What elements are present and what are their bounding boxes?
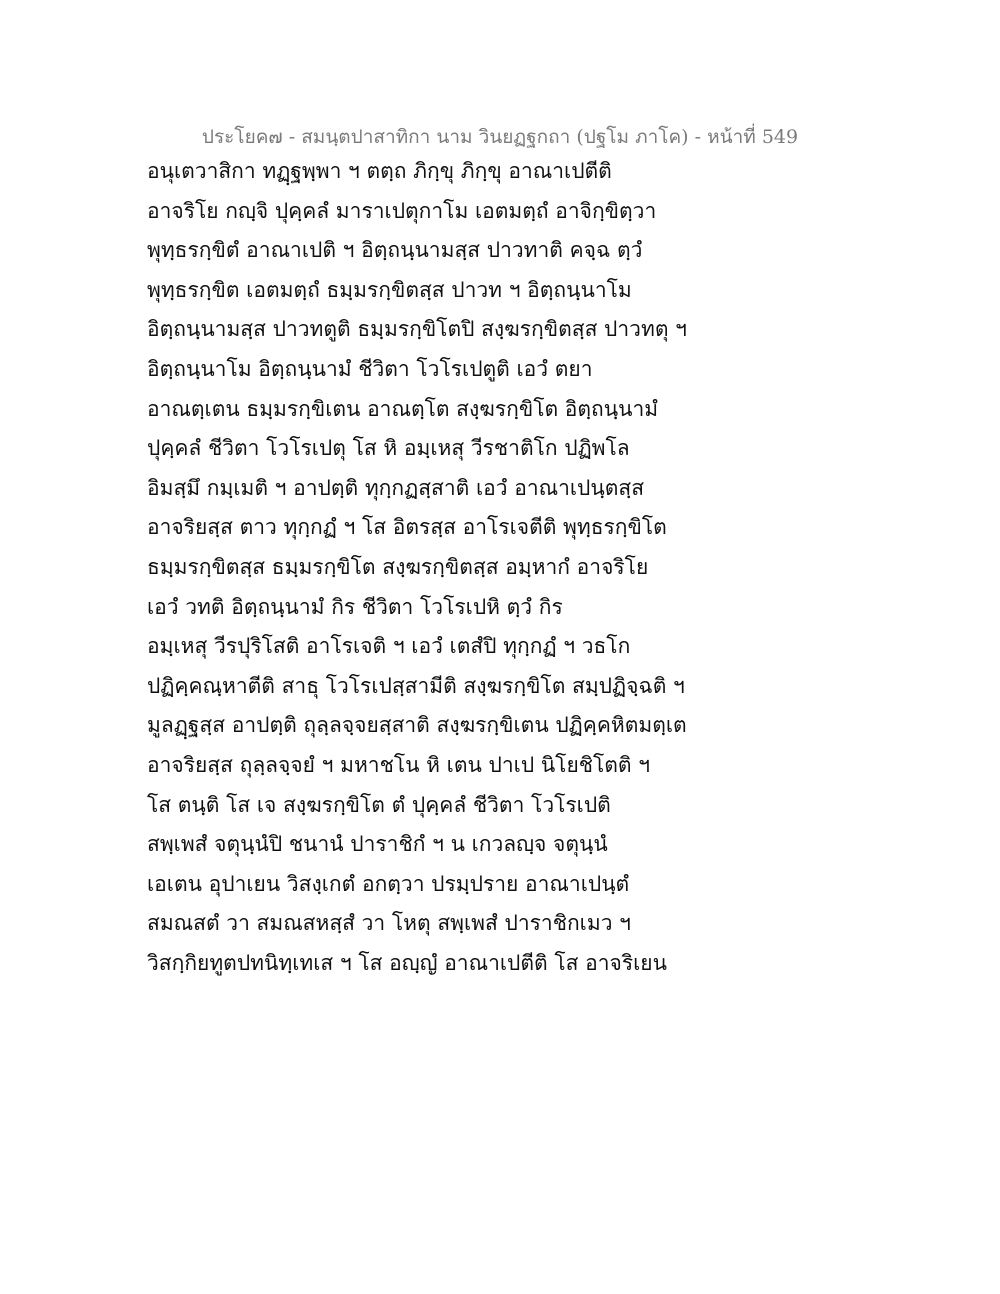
- text-line: อิตฺถนฺนามสฺส ปาวทตูติ ธมฺมรกฺขิโตปิ สงฺฆรกฺขิตสฺส ปาวทตุ ฯ: [147, 317, 687, 342]
- text-line: อาจริโย กญฺจิ ปุคฺคลํ มาราเปตุกาโม เอตมตฺถํ อาจิกฺขิตฺวา: [147, 198, 657, 223]
- text-line: ปฏิคฺคณฺหาตีติ สาธุ โวโรเปสฺสามีติ สงฺฆรกฺขิโต สมฺปฏิจฺฉติ ฯ: [147, 673, 685, 698]
- text-line: วิสกฺกิยทูตปทนิทฺเทเส ฯ โส อญฺญํ อาณาเปตีติ โส อาจริเยน: [147, 950, 667, 975]
- text-line: เอเตน อุปาเยน วิสงฺเกตํ อกตฺวา ปรมฺปราย อาณาเปนฺตํ: [147, 871, 630, 896]
- text-line: มูลฏฺฐสฺส อาปตฺติ ถุลฺลจฺจยสฺสาติ สงฺฆรกฺขิเตน ปฏิคฺคหิตมตฺเต: [147, 713, 687, 738]
- body-text: [147, 152, 847, 983]
- text-line: ธมฺมรกฺขิตสฺส ธมฺมรกฺขิโต สงฺฆรกฺขิตสฺส อมฺหากํ อาจริโย: [147, 554, 649, 579]
- text-line: สพฺเพสํ จตุนฺนํปิ ชนานํ ปาราชิกํ ฯ น เกวลญฺจ จตุนฺนํ: [147, 832, 608, 857]
- text-line: พุทฺธรกฺขิต เอตมตฺถํ ธมฺมรกฺขิตสฺส ปาวท ฯ อิตฺถนฺนาโม: [147, 277, 632, 302]
- text-line: ปุคฺคลํ ชีวิตา โวโรเปตุ โส หิ อมฺเหสุ วีรชาติโก ปฏิพโล: [147, 436, 630, 461]
- text-line: พุทฺธรกฺขิตํ อาณาเปติ ฯ อิตฺถนฺนามสฺส ปาวทาติ คจฺฉ ตฺวํ: [147, 238, 643, 263]
- text-line: อาจริยสฺส ถุลฺลจฺจยํ ฯ มหาชโน หิ เตน ปาเป นิโยชิโตติ ฯ: [147, 752, 651, 777]
- text-line: โส ตนฺติ โส เจ สงฺฆรกฺขิโต ตํ ปุคฺคลํ ชีวิตา โวโรเปติ: [147, 792, 611, 817]
- text-line: อมฺเหสุ วีรปุริโสติ อาโรเจติ ฯ เอวํ เตสํปิ ทุกฺกฏํ ฯ วธโก: [147, 634, 631, 659]
- text-line: สมณสตํ วา สมณสหสฺสํ วา โหตุ สพฺเพสํ ปาราชิกเมว ฯ: [147, 911, 631, 936]
- text-line: อนุเตวาสิกา ทฏฺฐพฺพา ฯ ตตฺถ ภิกฺขุ ภิกฺขุ อาณาเปตีติ: [147, 159, 612, 183]
- text-line: อาณตฺเตน ธมฺมรกฺขิเตน อาณตฺโต สงฺฆรกฺขิโต อิตฺถนฺนามํ: [147, 396, 659, 421]
- text-line: อิตฺถนฺนาโม อิตฺถนฺนามํ ชีวิตา โวโรเปตูติ เอวํ ตยา: [147, 356, 593, 381]
- text-line: อาจริยสฺส ตาว ทุกฺกฏํ ฯ โส อิตรสฺส อาโรเจตีติ พุทฺธรกฺขิโต: [147, 515, 667, 540]
- page-header: ประโยค๗ - สมนฺตปาสาทิกา นาม วินยฏฐกถา (ปฐโม ภาโค) - หน้าที่ 549: [201, 126, 799, 148]
- text-line: เอวํ วทติ อิตฺถนฺนามํ กิร ชีวิตา โวโรเปหิ ตฺวํ กิร: [147, 594, 563, 619]
- text-line: อิมสฺมึ กมฺเมติ ฯ อาปตฺติ ทุกฺกฏสฺสาติ เอวํ อาณาเปนฺตสฺส: [147, 475, 645, 500]
